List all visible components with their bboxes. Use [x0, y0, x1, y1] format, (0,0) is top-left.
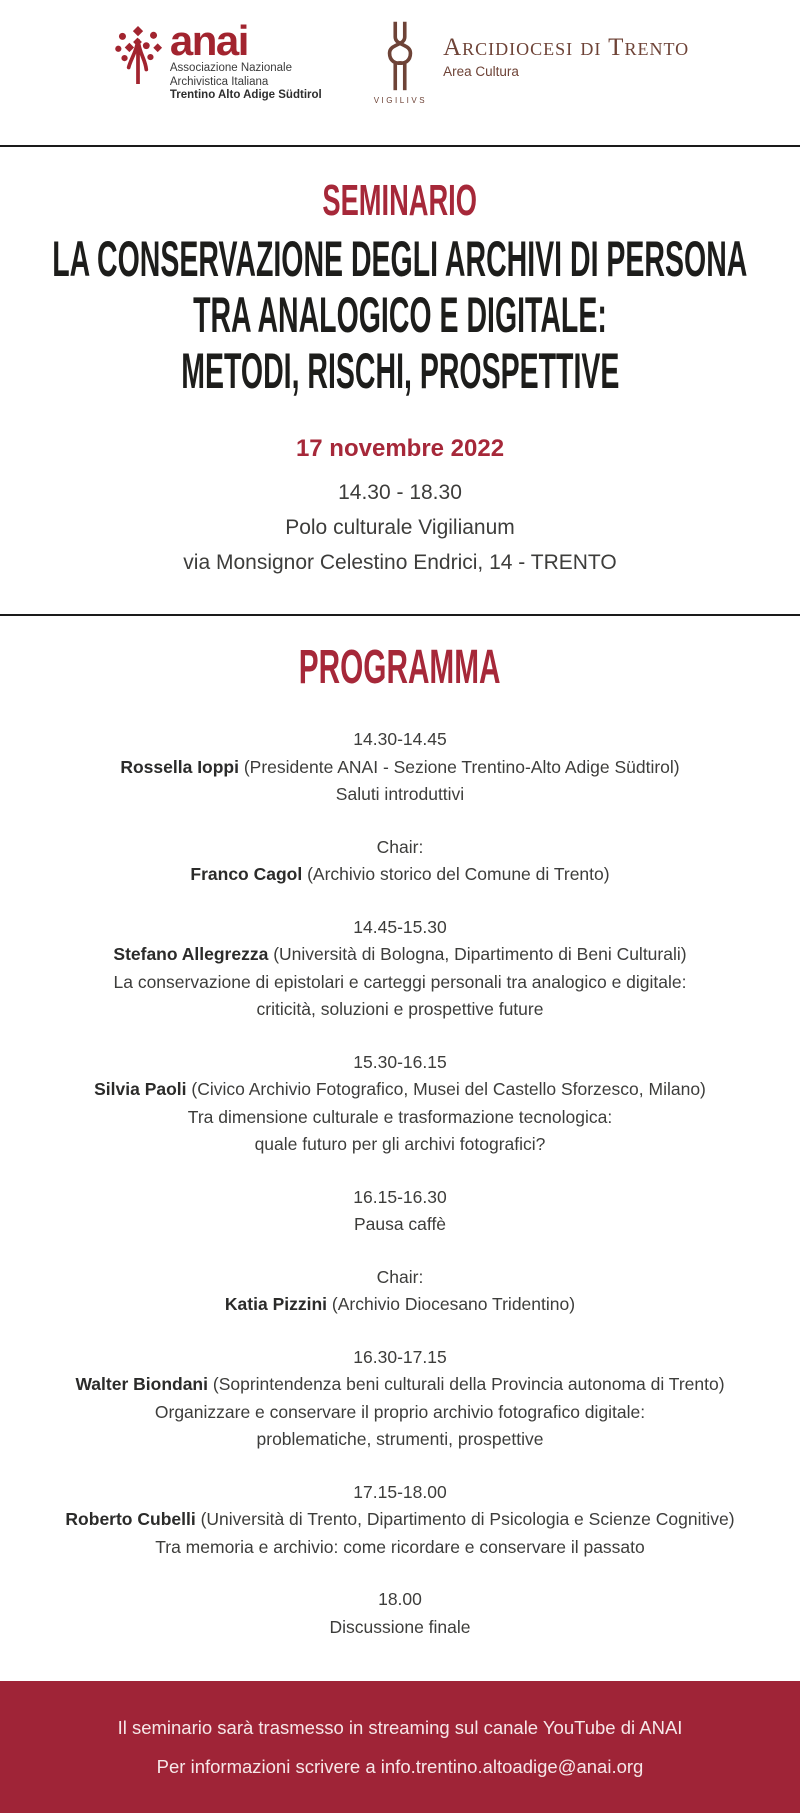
vigilius-caption: VIGILIVS — [373, 96, 428, 105]
speaker-name: Rossella Ioppi — [120, 756, 239, 777]
program-block — [0, 1049, 800, 1159]
arcidiocesi-area-label: Area Cultura — [443, 64, 519, 79]
speaker-affiliation: (Università di Trento, Dipartimento di Psicologia e Scienze Cognitive) — [195, 1509, 735, 1529]
anai-subline-1: Associazione Nazionale — [169, 62, 292, 74]
speaker-line — [0, 1506, 800, 1534]
talk-title-line: Tra dimensione culturale e trasformazione tecnologica: — [187, 1106, 613, 1127]
footer-contact-note: Per informazioni scrivere a info.trentino.altoadige@anai.org — [156, 1755, 644, 1777]
speaker-affiliation: (Soprintendenza beni culturali della Provincia autonoma di Trento) — [208, 1374, 725, 1394]
talk-title-line: Organizzare e conservare il proprio archivio fotografico digitale: — [154, 1401, 646, 1422]
anai-logo — [111, 17, 322, 103]
speaker-line — [0, 1076, 800, 1104]
seminar-title — [0, 231, 800, 399]
footer-banner — [0, 1681, 800, 1813]
speaker-line — [0, 861, 800, 889]
session-time: 18.00 — [378, 1589, 422, 1609]
speaker-affiliation: (Archivio storico del Comune di Trento) — [302, 864, 610, 884]
speaker-line — [0, 941, 800, 969]
speaker-line — [0, 1371, 800, 1399]
footer-streaming-note: Il seminario sarà trasmesso in streaming sul canale YouTube di ANAI — [117, 1716, 683, 1738]
anai-wordmark: anai — [169, 17, 248, 64]
program-block — [0, 914, 800, 1024]
talk-title-line: criticità, soluzioni e prospettive future — [256, 999, 544, 1019]
program-block — [0, 1586, 800, 1641]
session-time: 14.45-15.30 — [353, 916, 447, 937]
speaker-affiliation: (Università di Bologna, Dipartimento di Beni Culturali) — [268, 944, 687, 964]
arcidiocesi-title: Arcidiocesi di Trento — [443, 34, 690, 61]
talk-title-line: Pausa caffè — [353, 1214, 447, 1234]
title-line-3: METODI, RISCHI, PROSPETTIVE — [180, 343, 620, 399]
program-block — [0, 1479, 800, 1562]
speaker-affiliation: (Presidente ANAI - Sezione Trentino-Alto Adige Südtirol) — [238, 756, 680, 777]
program-blocks — [0, 726, 800, 1641]
program-block — [0, 1184, 800, 1239]
speaker-name: Franco Cagol — [190, 864, 303, 884]
speaker-name: Walter Biondani — [75, 1374, 208, 1394]
program-block — [0, 1264, 800, 1319]
speaker-name: Roberto Cubelli — [65, 1509, 196, 1529]
session-time: 16.30-17.15 — [353, 1346, 447, 1367]
speaker-line — [0, 754, 800, 782]
anai-tree-icon — [111, 26, 165, 84]
anai-subline-3: Trentino Alto Adige Südtirol — [169, 89, 322, 101]
talk-title-line: Discussione finale — [329, 1616, 471, 1637]
talk-title-line: quale futuro per gli archivi fotografici? — [254, 1134, 546, 1154]
header — [0, 0, 800, 147]
title-line-1: LA CONSERVAZIONE DEGLI ARCHIVI DI PERSONA — [52, 231, 748, 287]
event-venue: Polo culturale Vigilianum — [285, 516, 515, 539]
speaker-name: Katia Pizzini — [224, 1294, 328, 1314]
event-date: 17 novembre 2022 — [295, 435, 505, 462]
talk-title-line: La conservazione di epistolari e carteggi personali tra analogico e digitale: — [113, 971, 687, 992]
chair-label: Chair: — [376, 1266, 424, 1287]
anai-subline-2: Archivistica Italiana — [169, 75, 269, 88]
session-time: 16.15-16.30 — [353, 1186, 447, 1207]
program-heading: PROGRAMMA — [299, 641, 501, 694]
hero-section — [0, 147, 800, 614]
program-section — [0, 614, 800, 1666]
arcidiocesi-text — [443, 36, 689, 79]
talk-title-line: Tra memoria e archivio: come ricordare e conservare il passato — [155, 1536, 645, 1557]
chair-label: Chair: — [376, 836, 424, 857]
title-line-2: TRA ANALOGICO E DIGITALE: — [193, 287, 607, 343]
speaker-affiliation: (Archivio Diocesano Tridentino) — [327, 1294, 576, 1314]
session-time: 17.15-18.00 — [353, 1481, 447, 1502]
program-block — [0, 726, 800, 809]
speaker-name: Silvia Paoli — [94, 1079, 187, 1099]
session-time: 15.30-16.15 — [353, 1051, 447, 1072]
arcidiocesi-logo — [374, 20, 689, 105]
speaker-name: Stefano Allegrezza — [113, 944, 269, 964]
program-block — [0, 834, 800, 889]
program-block — [0, 1344, 800, 1454]
program-heading-row — [0, 642, 800, 694]
kicker-row — [0, 177, 800, 225]
anai-logo-text — [169, 17, 322, 103]
event-time: 14.30 - 18.30 — [338, 481, 462, 504]
speaker-affiliation: (Civico Archivio Fotografico, Musei del Castello Sforzesco, Milano) — [186, 1079, 706, 1099]
vigilius-knot-block — [374, 20, 427, 105]
event-address: via Monsignor Celestino Endrici, 14 - TRENTO — [183, 551, 617, 574]
talk-title-line: Saluti introduttivi — [335, 784, 465, 804]
vigilius-knot-icon — [381, 20, 419, 92]
talk-title-line: problematiche, strumenti, prospettive — [256, 1429, 544, 1449]
speaker-line — [0, 1291, 800, 1319]
session-time: 14.30-14.45 — [353, 729, 447, 749]
seminar-kicker: SEMINARIO — [322, 176, 478, 225]
